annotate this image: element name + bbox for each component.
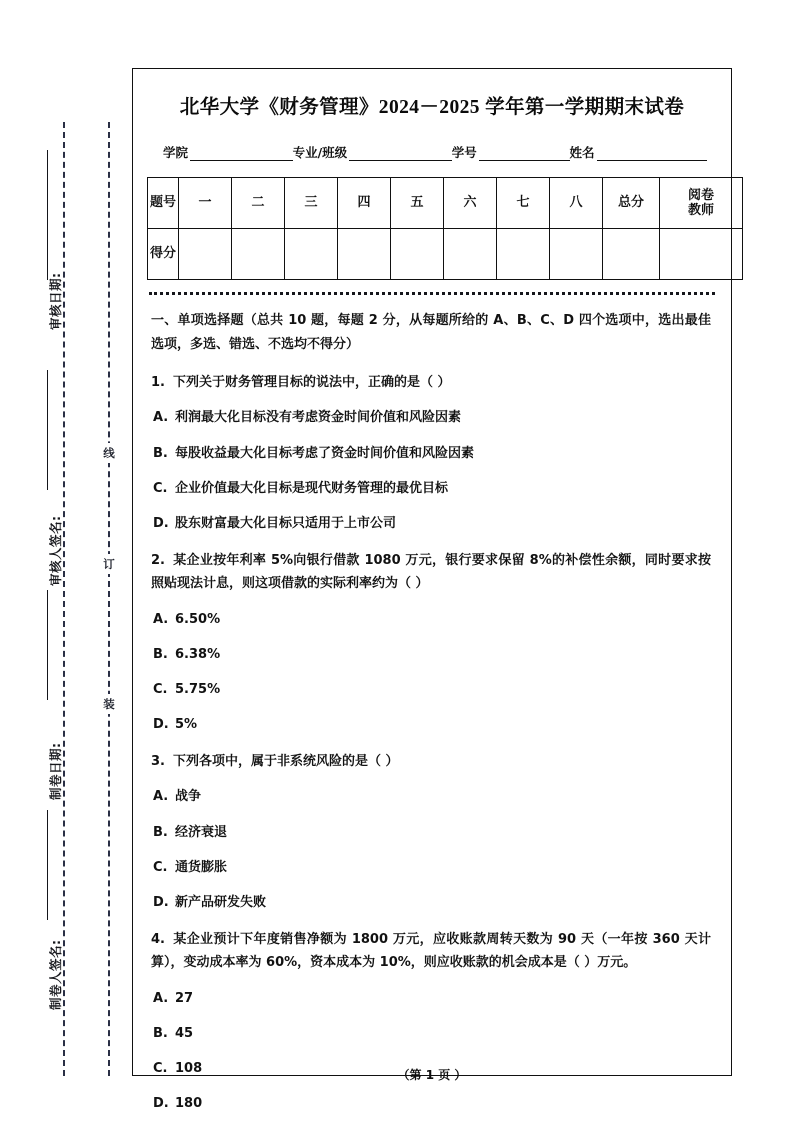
margin-divider-2 (47, 370, 48, 490)
question-1-option-d-text: 股东财富最大化目标只适用于上市公司 (175, 515, 397, 531)
margin-label-paper-date: 制卷日期: (48, 742, 63, 800)
score-table-stub-question-number (148, 178, 179, 229)
score-cell-6[interactable] (444, 229, 497, 280)
page-footer: （第 1 页 ） (397, 1068, 467, 1082)
section-heading-single-choice: 一、单项选择题（总共 10 题，每题 2 分，从每题所给的 A、B、C、D 四个选项中，选出最佳选项，多选、错选、不选均不得分） (151, 313, 711, 353)
dashed-rule-inner (108, 122, 110, 1076)
question-3-option-a-key: A. (153, 789, 169, 805)
margin-label-paper-signature: 制卷人签名: (48, 939, 63, 1010)
question-2-option-c-key: C. (153, 681, 168, 697)
binding-char-pack: 装 (101, 694, 117, 714)
binding-margin (0, 0, 131, 1122)
score-table-score-row (148, 229, 743, 280)
question-3-option-a[interactable] (151, 786, 711, 808)
score-table-header-row (148, 178, 743, 229)
question-1-option-c-key: C. (153, 480, 168, 496)
student-info-label-student-id: 学号 (451, 145, 477, 160)
score-cell-teacher[interactable] (660, 229, 743, 280)
question-4-text: 某企业预计下年度销售净额为 1800 万元，应收账款周转天数为 90 天（一年按 360 天计算），变动成本率为 60%，资本成本为 10%，则应收账款的机会成本是（ ）万元。 (151, 931, 711, 971)
exam-paper-frame (132, 68, 732, 1111)
question-3-option-b-text: 经济衰退 (175, 824, 228, 840)
question-1-option-c[interactable] (151, 478, 711, 500)
score-table-col-5: 五 (391, 178, 444, 229)
score-table-col-4: 四 (338, 178, 391, 229)
question-2-option-a[interactable] (151, 609, 711, 631)
question-1-option-b-key: B. (153, 445, 168, 461)
question-1-stem (151, 371, 711, 394)
margin-divider-4 (47, 810, 48, 920)
student-info-label-college: 学院 (163, 145, 189, 160)
question-1-option-d[interactable] (151, 513, 711, 535)
margin-label-review-date: 审核日期: (48, 272, 63, 330)
question-3-option-c[interactable] (151, 857, 711, 879)
question-3-option-c-text: 通货膨胀 (175, 859, 228, 875)
question-3-option-d[interactable] (151, 892, 711, 914)
score-cell-7[interactable] (497, 229, 550, 280)
question-4-number: 4. (151, 931, 165, 947)
margin-divider-1 (47, 150, 48, 280)
dotted-separator (149, 292, 715, 295)
score-table-col-7: 七 (497, 178, 550, 229)
score-cell-3[interactable] (285, 229, 338, 280)
stub-label-text: 题号 (149, 195, 176, 211)
question-1-option-b[interactable] (151, 443, 711, 465)
question-body (151, 309, 711, 1115)
page-title: 北华大学《财务管理》2024－2025 学年第一学期期末试卷 (179, 97, 685, 118)
question-2-option-a-text: 6.50% (175, 611, 221, 627)
question-1-number: 1. (151, 375, 165, 391)
question-4-option-d[interactable] (151, 1093, 711, 1115)
question-2-option-b-text: 6.38% (175, 646, 221, 662)
score-table-col-total: 总分 (603, 178, 660, 229)
student-info-label-major-class: 专业/班级 (292, 145, 348, 160)
stub-label-score-text: 得分 (149, 246, 176, 262)
student-info-field-college[interactable] (190, 146, 293, 161)
question-4-option-d-key: D. (153, 1095, 169, 1111)
score-table-col-8: 八 (550, 178, 603, 229)
score-cell-1[interactable] (179, 229, 232, 280)
teacher-label-line2: 教师 (687, 203, 714, 218)
score-table-stub-score (148, 229, 179, 280)
question-2-option-d-key: D. (153, 716, 169, 732)
question-4-option-b-text: 45 (175, 1025, 194, 1041)
question-4-option-a[interactable] (151, 988, 711, 1010)
question-4-option-c-text: 108 (175, 1060, 203, 1076)
teacher-label-line1: 阅卷 (687, 187, 714, 203)
question-4-option-a-key: A. (153, 990, 169, 1006)
question-2-option-b[interactable] (151, 644, 711, 666)
score-table-col-2: 二 (232, 178, 285, 229)
score-table (147, 177, 743, 280)
margin-divider-3 (47, 590, 48, 700)
question-1-text: 下列关于财务管理目标的说法中，正确的是（ ） (173, 375, 451, 391)
question-2-option-a-key: A. (153, 611, 169, 627)
score-cell-total[interactable] (603, 229, 660, 280)
student-info-field-name[interactable] (597, 146, 707, 161)
question-1-option-a-key: A. (153, 410, 169, 426)
student-info-row (163, 143, 707, 161)
score-table-col-teacher (660, 178, 743, 229)
score-cell-4[interactable] (338, 229, 391, 280)
question-1-option-d-key: D. (153, 515, 169, 531)
question-4-option-d-text: 180 (175, 1095, 203, 1111)
question-2-stem (151, 549, 711, 596)
binding-char-bind: 订 (101, 554, 117, 574)
question-2-option-d-text: 5% (175, 716, 198, 732)
score-cell-5[interactable] (391, 229, 444, 280)
score-cell-2[interactable] (232, 229, 285, 280)
question-3-option-b-key: B. (153, 824, 168, 840)
binding-char-line: 线 (101, 443, 117, 463)
question-3-stem (151, 750, 711, 773)
question-1-option-a-text: 利润最大化目标没有考虑资金时间价值和风险因素 (175, 410, 462, 426)
question-3-option-c-key: C. (153, 859, 168, 875)
question-4-option-c-key: C. (153, 1060, 168, 1076)
question-3-option-b[interactable] (151, 822, 711, 844)
question-1-option-c-text: 企业价值最大化目标是现代财务管理的最优目标 (175, 480, 449, 496)
score-table-col-3: 三 (285, 178, 338, 229)
question-2-text: 某企业按年利率 5%向银行借款 1080 万元，银行要求保留 8%的补偿性余额，同时要求按照贴现法计息，则这项借款的实际利率约为（ ） (151, 552, 711, 592)
question-2-number: 2. (151, 552, 165, 568)
question-2-option-d[interactable] (151, 714, 711, 736)
score-table-col-1: 一 (179, 178, 232, 229)
question-4-option-b-key: B. (153, 1025, 168, 1041)
question-2-option-c-text: 5.75% (175, 681, 221, 697)
student-info-label-name: 姓名 (569, 145, 595, 160)
student-info-field-major-class[interactable] (349, 146, 452, 161)
question-1-option-b-text: 每股收益最大化目标考虑了资金时间价值和风险因素 (175, 445, 475, 461)
question-3-option-d-key: D. (153, 894, 169, 910)
question-2-option-c[interactable] (151, 679, 711, 701)
question-1-option-a[interactable] (151, 407, 711, 429)
score-table-col-6: 六 (444, 178, 497, 229)
question-3-number: 3. (151, 754, 165, 770)
question-3-text: 下列各项中，属于非系统风险的是（ ） (173, 754, 399, 770)
question-4-option-b[interactable] (151, 1023, 711, 1045)
question-3-option-a-text: 战争 (175, 789, 202, 805)
question-4-stem (151, 928, 711, 975)
margin-label-reviewer-signature: 审核人签名: (48, 515, 63, 586)
dashed-rule-outer (63, 122, 65, 1076)
student-info-field-student-id[interactable] (479, 146, 570, 161)
question-2-option-b-key: B. (153, 646, 168, 662)
question-3-option-d-text: 新产品研发失败 (175, 894, 267, 910)
question-4-option-a-text: 27 (175, 990, 194, 1006)
score-cell-8[interactable] (550, 229, 603, 280)
